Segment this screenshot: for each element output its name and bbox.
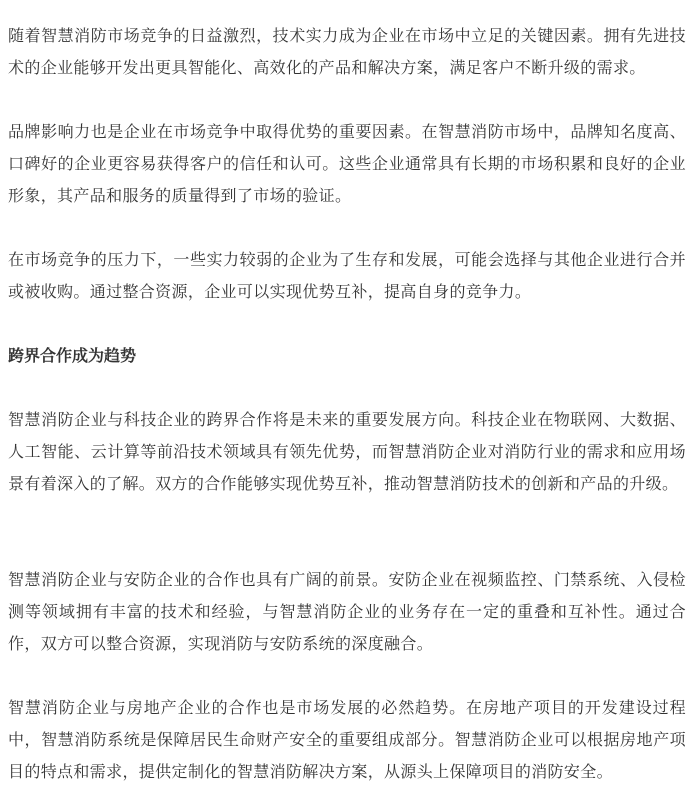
paragraph-security-cooperation: 智慧消防企业与安防企业的合作也具有广阔的前景。安防企业在视频监控、门禁系统、入侵检测等领域拥有丰富的技术和经验，与智慧消防企业的业务存在一定的重叠和互补性。通过合作，双方可以整合资源，实现消防与安防系统的深度融合。 [8,570,686,653]
paragraph-brand-influence: 品牌影响力也是企业在市场竞争中取得优势的重要因素。在智慧消防市场中，品牌知名度高、口碑好的企业更容易获得客户的信任和认可。这些企业通常具有长期的市场积累和良好的企业形象，其产品和服务的质量得到了市场的验证。 [8,122,686,205]
paragraph-tech-cooperation: 智慧消防企业与科技企业的跨界合作将是未来的重要发展方向。科技企业在物联网、大数据、人工智能、云计算等前沿技术领域具有领先优势，而智慧消防企业对消防行业的需求和应用场景有着深入的了解。双方的合作能够实现优势互补，推动智慧消防技术的创新和产品的升级。 [8,410,686,493]
paragraph-tech-strength: 随着智慧消防市场竞争的日益激烈，技术实力成为企业在市场中立足的关键因素。拥有先进技术的企业能够开发出更具智能化、高效化的产品和解决方案，满足客户不断升级的需求。 [8,26,686,77]
section-heading: 跨界合作成为趋势 [8,346,137,365]
paragraph-realestate-cooperation: 智慧消防企业与房地产企业的合作也是市场发展的必然趋势。在房地产项目的开发建设过程中，智慧消防系统是保障居民生命财产安全的重要组成部分。智慧消防企业可以根据房地产项目的特点和需求，提供定制化的智慧消防解决方案，从源头上保障项目的消防安全。 [8,698,686,781]
paragraph-mergers: 在市场竞争的压力下，一些实力较弱的企业为了生存和发展，可能会选择与其他企业进行合并或被收购。通过整合资源，企业可以实现优势互补，提高自身的竞争力。 [8,250,686,301]
